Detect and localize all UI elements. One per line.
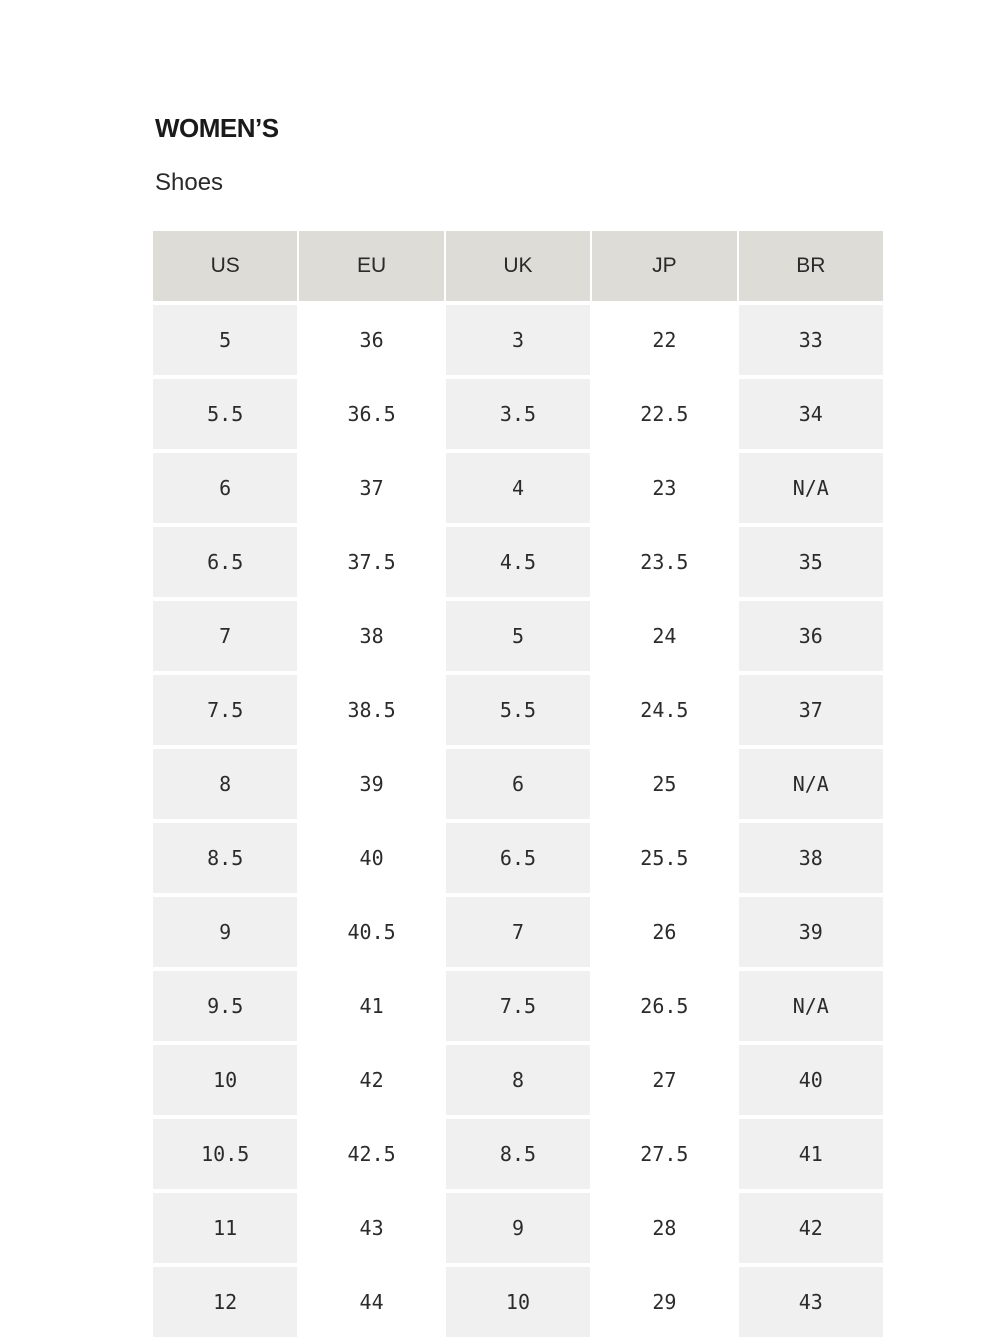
size-cell-eu: 44 bbox=[299, 1267, 443, 1337]
table-row bbox=[153, 1193, 883, 1263]
size-cell-br: 36 bbox=[739, 601, 883, 671]
size-cell-eu: 39 bbox=[299, 749, 443, 819]
size-cell-eu: 41 bbox=[299, 971, 443, 1041]
size-cell-us: 10.5 bbox=[153, 1119, 297, 1189]
size-cell-jp: 27 bbox=[592, 1045, 736, 1115]
column-header-jp: JP bbox=[592, 231, 736, 301]
table-row bbox=[153, 823, 883, 893]
size-cell-uk: 9 bbox=[446, 1193, 590, 1263]
table-row bbox=[153, 1119, 883, 1189]
size-cell-us: 8 bbox=[153, 749, 297, 819]
size-cell-eu: 42 bbox=[299, 1045, 443, 1115]
size-chart-header bbox=[153, 231, 883, 301]
size-cell-uk: 5.5 bbox=[446, 675, 590, 745]
size-cell-br: 42 bbox=[739, 1193, 883, 1263]
size-cell-br: N/A bbox=[739, 971, 883, 1041]
size-cell-eu: 37.5 bbox=[299, 527, 443, 597]
size-cell-jp: 22.5 bbox=[592, 379, 736, 449]
size-cell-uk: 3.5 bbox=[446, 379, 590, 449]
size-chart-table bbox=[151, 227, 885, 1341]
size-cell-us: 5.5 bbox=[153, 379, 297, 449]
size-cell-jp: 26 bbox=[592, 897, 736, 967]
size-cell-us: 6 bbox=[153, 453, 297, 523]
size-cell-eu: 40.5 bbox=[299, 897, 443, 967]
size-cell-uk: 4.5 bbox=[446, 527, 590, 597]
size-cell-uk: 4 bbox=[446, 453, 590, 523]
size-cell-eu: 36.5 bbox=[299, 379, 443, 449]
size-cell-eu: 36 bbox=[299, 305, 443, 375]
size-cell-jp: 29 bbox=[592, 1267, 736, 1337]
column-header-us: US bbox=[153, 231, 297, 301]
table-row bbox=[153, 601, 883, 671]
size-cell-us: 9.5 bbox=[153, 971, 297, 1041]
size-cell-br: 38 bbox=[739, 823, 883, 893]
size-cell-eu: 42.5 bbox=[299, 1119, 443, 1189]
table-row bbox=[153, 527, 883, 597]
size-cell-eu: 38 bbox=[299, 601, 443, 671]
header-row bbox=[153, 231, 883, 301]
size-cell-jp: 25.5 bbox=[592, 823, 736, 893]
size-cell-br: 39 bbox=[739, 897, 883, 967]
table-row bbox=[153, 897, 883, 967]
table-row bbox=[153, 971, 883, 1041]
size-cell-us: 6.5 bbox=[153, 527, 297, 597]
table-row bbox=[153, 379, 883, 449]
table-row bbox=[153, 305, 883, 375]
table-row bbox=[153, 1045, 883, 1115]
size-cell-us: 7 bbox=[153, 601, 297, 671]
size-cell-jp: 24.5 bbox=[592, 675, 736, 745]
table-row bbox=[153, 1267, 883, 1337]
size-chart-body bbox=[153, 305, 883, 1337]
size-cell-br: 37 bbox=[739, 675, 883, 745]
size-cell-eu: 43 bbox=[299, 1193, 443, 1263]
size-cell-jp: 27.5 bbox=[592, 1119, 736, 1189]
size-cell-us: 11 bbox=[153, 1193, 297, 1263]
size-cell-br: 35 bbox=[739, 527, 883, 597]
size-cell-br: 43 bbox=[739, 1267, 883, 1337]
size-cell-uk: 7 bbox=[446, 897, 590, 967]
size-cell-jp: 24 bbox=[592, 601, 736, 671]
table-row bbox=[153, 675, 883, 745]
size-cell-eu: 37 bbox=[299, 453, 443, 523]
size-cell-jp: 26.5 bbox=[592, 971, 736, 1041]
size-cell-uk: 6 bbox=[446, 749, 590, 819]
size-cell-us: 10 bbox=[153, 1045, 297, 1115]
size-cell-jp: 22 bbox=[592, 305, 736, 375]
size-cell-uk: 6.5 bbox=[446, 823, 590, 893]
size-cell-us: 8.5 bbox=[153, 823, 297, 893]
size-cell-us: 5 bbox=[153, 305, 297, 375]
size-cell-uk: 8.5 bbox=[446, 1119, 590, 1189]
size-cell-uk: 10 bbox=[446, 1267, 590, 1337]
size-cell-br: 40 bbox=[739, 1045, 883, 1115]
size-cell-us: 7.5 bbox=[153, 675, 297, 745]
size-cell-jp: 28 bbox=[592, 1193, 736, 1263]
size-cell-us: 9 bbox=[153, 897, 297, 967]
section-subtitle: Shoes bbox=[155, 169, 224, 196]
column-header-uk: UK bbox=[446, 231, 590, 301]
size-cell-br: 33 bbox=[739, 305, 883, 375]
size-cell-eu: 38.5 bbox=[299, 675, 443, 745]
size-cell-br: N/A bbox=[739, 749, 883, 819]
section-title: WOMEN’S bbox=[155, 113, 279, 143]
table-row bbox=[153, 453, 883, 523]
column-header-br: BR bbox=[739, 231, 883, 301]
size-cell-uk: 8 bbox=[446, 1045, 590, 1115]
size-cell-uk: 5 bbox=[446, 601, 590, 671]
size-cell-uk: 3 bbox=[446, 305, 590, 375]
size-cell-jp: 23 bbox=[592, 453, 736, 523]
size-cell-br: 34 bbox=[739, 379, 883, 449]
size-cell-br: N/A bbox=[739, 453, 883, 523]
size-cell-jp: 23.5 bbox=[592, 527, 736, 597]
size-cell-us: 12 bbox=[153, 1267, 297, 1337]
size-cell-eu: 40 bbox=[299, 823, 443, 893]
size-cell-br: 41 bbox=[739, 1119, 883, 1189]
table-row bbox=[153, 749, 883, 819]
size-cell-uk: 7.5 bbox=[446, 971, 590, 1041]
size-cell-jp: 25 bbox=[592, 749, 736, 819]
column-header-eu: EU bbox=[299, 231, 443, 301]
